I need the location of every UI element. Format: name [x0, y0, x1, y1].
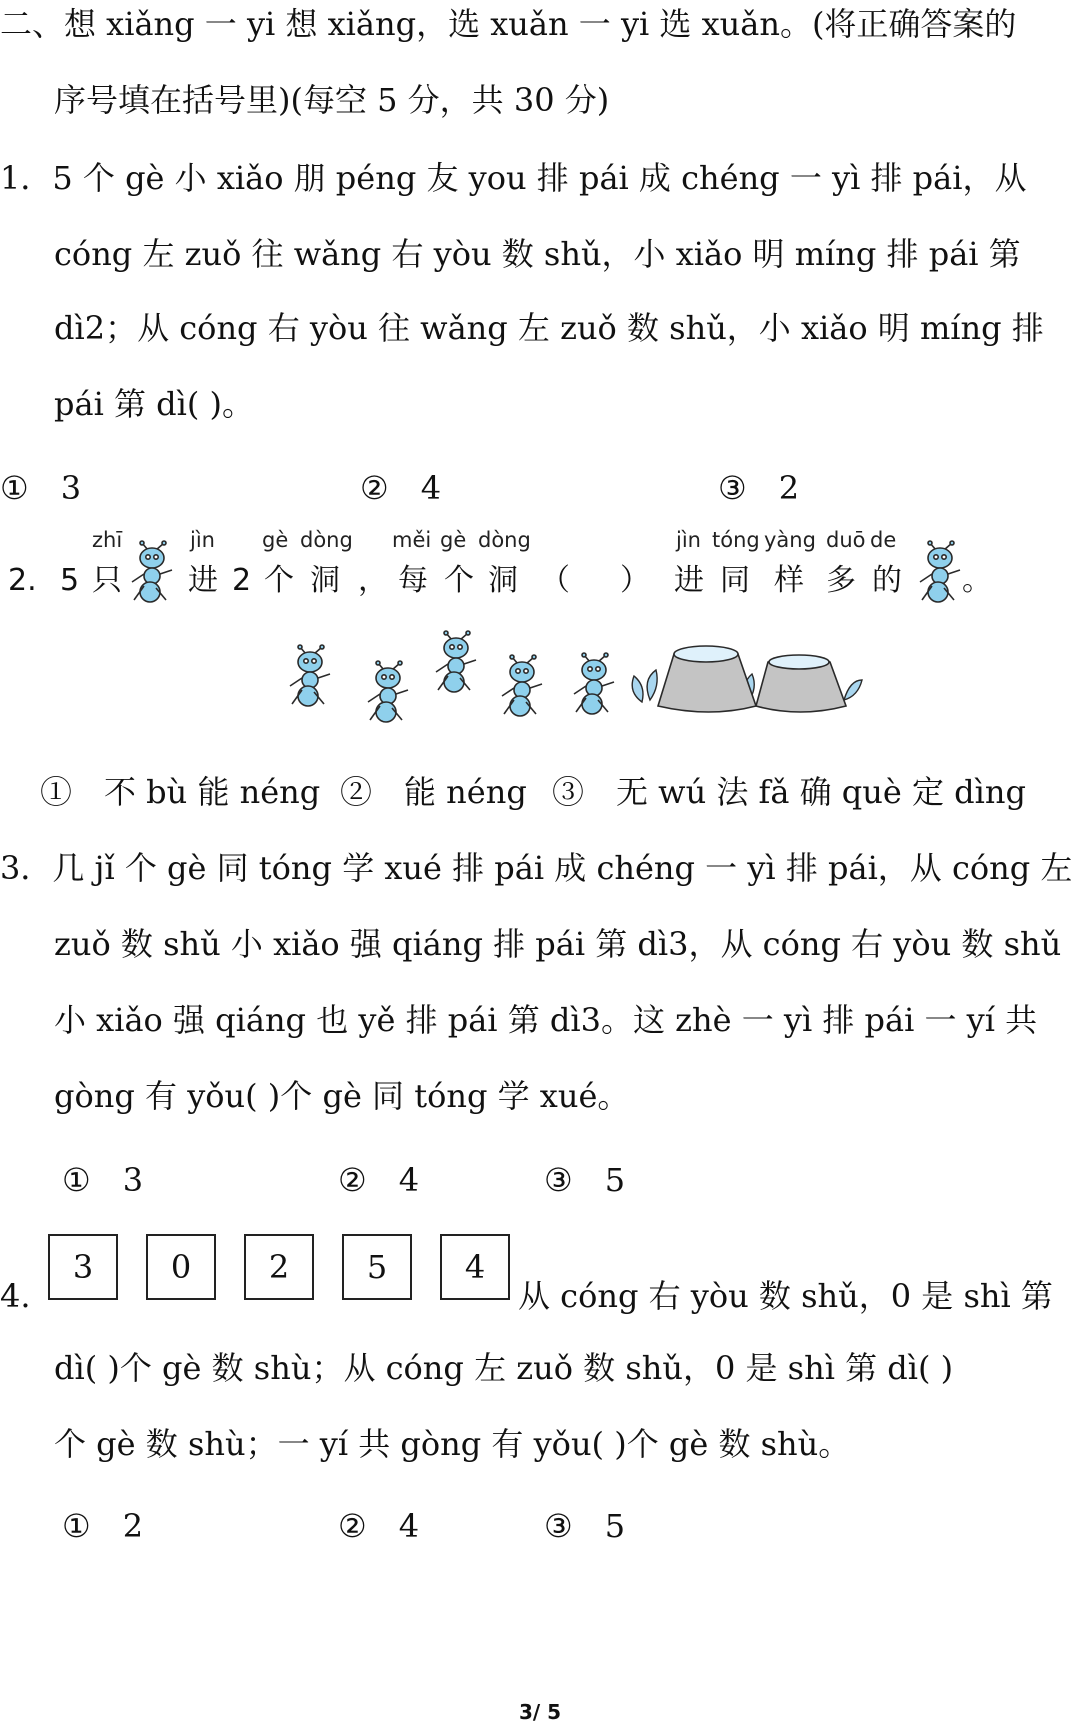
q4-text-line-2: dì( )个 gè 数 shù；从 cóng 左 zuǒ 数 shǔ，0 是 shì 第 dì( ) — [54, 1349, 954, 1387]
q2-option-2: ② 能 néng — [340, 773, 527, 811]
q2-word: 个 — [444, 563, 474, 598]
q2-word: 。 — [962, 563, 992, 598]
number-card: 0 — [146, 1234, 216, 1300]
q1-option-1: ① 3 — [0, 469, 82, 507]
q1-text-line-4: pái 第 dì( )。 — [54, 385, 255, 423]
q3-option-3: ③ 5 — [544, 1161, 626, 1199]
number-card: 4 — [440, 1234, 510, 1300]
q4-text-line-1: 从 cóng 右 yòu 数 shǔ，0 是 shì 第 — [518, 1277, 1053, 1315]
ant-icon — [916, 542, 964, 604]
q4-number: 4. — [0, 1277, 31, 1315]
q2-pinyin: jìn — [676, 528, 701, 552]
q3-option-2: ② 4 — [338, 1161, 420, 1199]
q2-option-1: ① 不 bù 能 néng — [40, 773, 321, 811]
q1-option-3: ③ 2 — [718, 469, 800, 507]
q4-text-line-3: 个 gè 数 shù；一 yí 共 gòng 有 yǒu( )个 gè 数 shù。 — [54, 1425, 851, 1463]
ant-icon — [128, 542, 176, 604]
q2-pinyin: zhī — [92, 528, 123, 552]
q2-pinyin: jìn — [190, 528, 215, 552]
q4-option-2: ② 4 — [338, 1507, 420, 1545]
q2-word: 洞 — [310, 563, 340, 598]
q2-word: 进 — [188, 563, 218, 598]
q2-pinyin: gè — [440, 528, 467, 552]
q2-word: ， — [358, 563, 388, 598]
q2-pinyin: de — [870, 528, 897, 552]
q2-word: 多 — [826, 563, 856, 598]
number-card: 3 — [48, 1234, 118, 1300]
q2-word: 只 — [92, 563, 122, 598]
section-title-line-1: 二、想 xiǎng 一 yi 想 xiǎng，选 xuǎn 一 yi 选 xuǎn。(将正确答案的 — [0, 5, 1017, 43]
q4-option-1: ① 2 — [62, 1507, 144, 1545]
number-card: 5 — [342, 1234, 412, 1300]
q2-word: （ — [540, 563, 570, 598]
q2-word: 样 — [774, 563, 804, 598]
section-title-line-2: 序号填在括号里)(每空 5 分，共 30 分) — [54, 81, 610, 119]
q2-word: 的 — [872, 563, 902, 598]
q2-word: 个 — [264, 563, 294, 598]
ants-and-holes-illustration — [270, 628, 890, 738]
q2-number: 2. — [8, 563, 37, 598]
q3-option-1: ① 3 — [62, 1161, 144, 1199]
q2-word: 同 — [720, 563, 750, 598]
q2-word: 洞 — [488, 563, 518, 598]
q4-option-3: ③ 5 — [544, 1507, 626, 1545]
q2-pinyin: měi — [392, 528, 432, 552]
q2-word: 5 — [60, 563, 80, 598]
q2-pinyin: dòng — [300, 528, 353, 552]
q2-pinyin: gè — [262, 528, 289, 552]
q2-sentence — [0, 528, 1080, 598]
q2-word: ） — [620, 563, 650, 598]
number-card: 2 — [244, 1234, 314, 1300]
q3-text-line-3: 小 xiǎo 强 qiáng 也 yě 排 pái 第 dì3。这 zhè 一 yì 排 pái 一 yí 共 — [54, 1001, 1038, 1039]
q3-text-line-2: zuǒ 数 shǔ 小 xiǎo 强 qiáng 排 pái 第 dì3，从 cóng 右 yòu 数 shǔ — [54, 925, 1062, 963]
q3-text-line-1: 3．几 jǐ 个 gè 同 tóng 学 xué 排 pái 成 chéng 一 yì 排 pái，从 cóng 左 — [0, 849, 1073, 887]
q2-option-3: ③ 无 wú 法 fǎ 确 què 定 dìng — [552, 773, 1026, 811]
q2-pinyin: yàng — [764, 528, 816, 552]
q2-pinyin: dòng — [478, 528, 531, 552]
q1-text-line-3: dì2；从 cóng 右 yòu 往 wǎng 左 zuǒ 数 shǔ，小 xiǎo 明 míng 排 — [54, 309, 1044, 347]
q1-text-line-2: cóng 左 zuǒ 往 wǎng 右 yòu 数 shǔ，小 xiǎo 明 míng 排 pái 第 — [54, 235, 1021, 273]
q2-word: 每 — [398, 563, 428, 598]
q2-pinyin: duō — [826, 528, 866, 552]
q1-text-line-1: 1．5 个 gè 小 xiǎo 朋 péng 友 you 排 pái 成 chéng 一 yì 排 pái，从 — [0, 159, 1027, 197]
page-number: 3/ 5 — [518, 1700, 562, 1724]
q2-word: 2 — [232, 563, 252, 598]
q3-text-line-4: gòng 有 yǒu( )个 gè 同 tóng 学 xué。 — [54, 1077, 630, 1115]
q1-option-2: ② 4 — [360, 469, 442, 507]
q2-word: 进 — [674, 563, 704, 598]
q2-pinyin: tóng — [712, 528, 760, 552]
